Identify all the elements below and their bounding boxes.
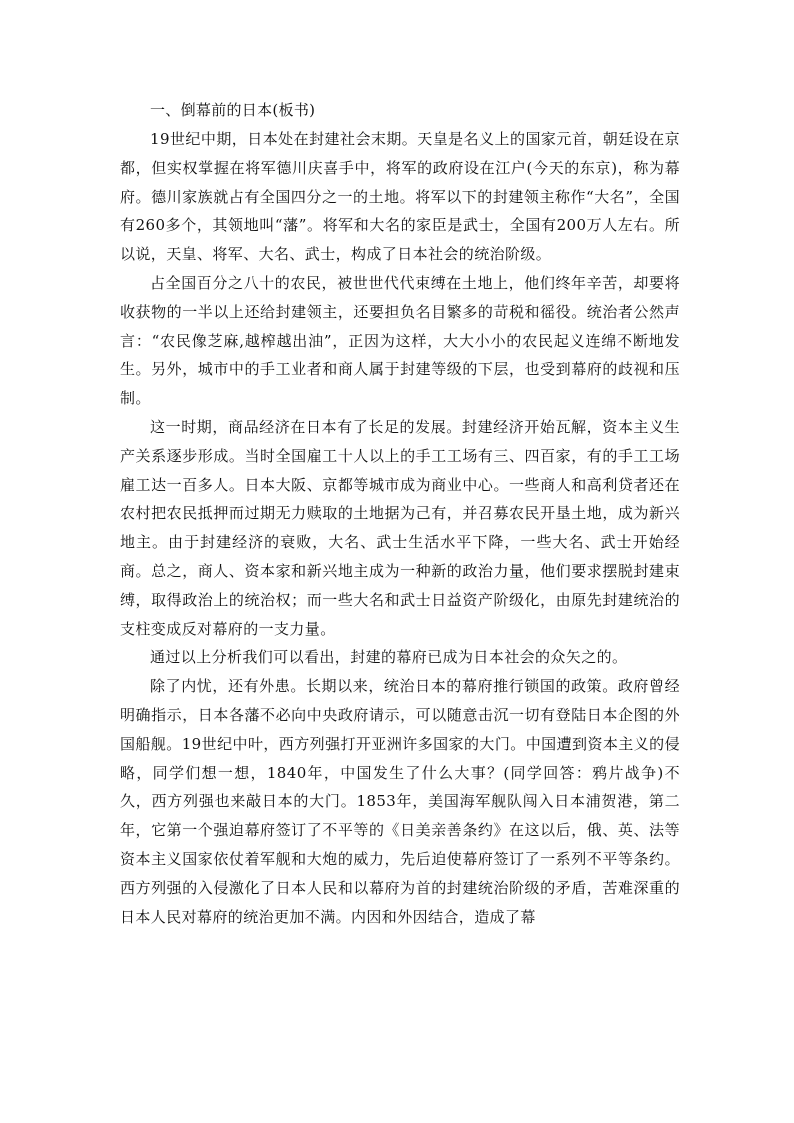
document-body [120, 97, 680, 931]
paragraph-1: 19世纪中期，日本处在封建社会末期。天皇是名义上的国家元首，朝廷设在京都，但实权掌握在将军德川庆喜手中，将军的政府设在江户(今天的东京)，称为幕府。德川家族就占有全国四分之一的土地。将军以下的封建领主称作“大名”，全国有260多个，其领地叫“藩”。将军和大名的家臣是武士，全国有200万人左右。所以说，天皇、将军、大名、武士，构成了日本社会的统治阶级。 [120, 130, 680, 264]
paragraph-4: 通过以上分析我们可以看出，封建的幕府已成为日本社会的众矢之的。 [150, 648, 628, 667]
paragraph-5: 除了内忧，还有外患。长期以来，统治日本的幕府推行锁国的政策。政府曾经明确指示，日本各藩不必向中央政府请示，可以随意击沉一切有登陆日本企图的外国船舰。19世纪中叶，西方列强打开亚洲许多国家的大门。中国遭到资本主义的侵略，同学们想一想，1840年，中国发生了什么大事？(同学回答：鸦片战争)不久，西方列强也来敲日本的大门。1853年，美国海军舰队闯入日本浦贺港，第二年，它第一个强迫幕府签订了不平等的《日美亲善条约》在这以后，俄、英、法等资本主义国家依仗着军舰和大炮的威力，先后迫使幕府签订了一系列不平等条约。西方列强的入侵激化了日本人民和以幕府为首的封建统治阶级的矛盾，苦难深重的日本人民对幕府的统治更加不满。内因和外因结合，造成了幕 [120, 677, 680, 926]
paragraph-2: 占全国百分之八十的农民，被世世代代束缚在土地上，他们终年辛苦，却要将收获物的一半以上还给封建领主，还要担负名目繁多的苛税和徭役。统治者公然声言：“农民像芝麻,越榨越出油”，正因为这样，大大小小的农民起义连绵不断地发生。另外，城市中的手工业者和商人属于封建等级的下层，也受到幕府的歧视和压制。 [120, 273, 680, 408]
paragraph-3: 这一时期，商品经济在日本有了长足的发展。封建经济开始瓦解，资本主义生产关系逐步形成。当时全国雇工十人以上的手工工场有三、四百家，有的手工工场雇工达一百多人。日本大阪、京都等城市成为商业中心。一些商人和高利贷者还在农村把农民抵押而过期无力赎取的土地据为己有，并召募农民开垦土地，成为新兴地主。由于封建经济的衰败，大名、武士生活水平下降，一些大名、武士开始经商。总之，商人、资本家和新兴地主成为一种新的政治力量，他们要求摆脱封建束缚，取得政治上的统治权；而一些大名和武士日益资产阶级化，由原先封建统治的支柱变成反对幕府的一支力量。 [120, 417, 680, 638]
section-heading: 一、倒幕前的日本(板书) [150, 101, 316, 119]
